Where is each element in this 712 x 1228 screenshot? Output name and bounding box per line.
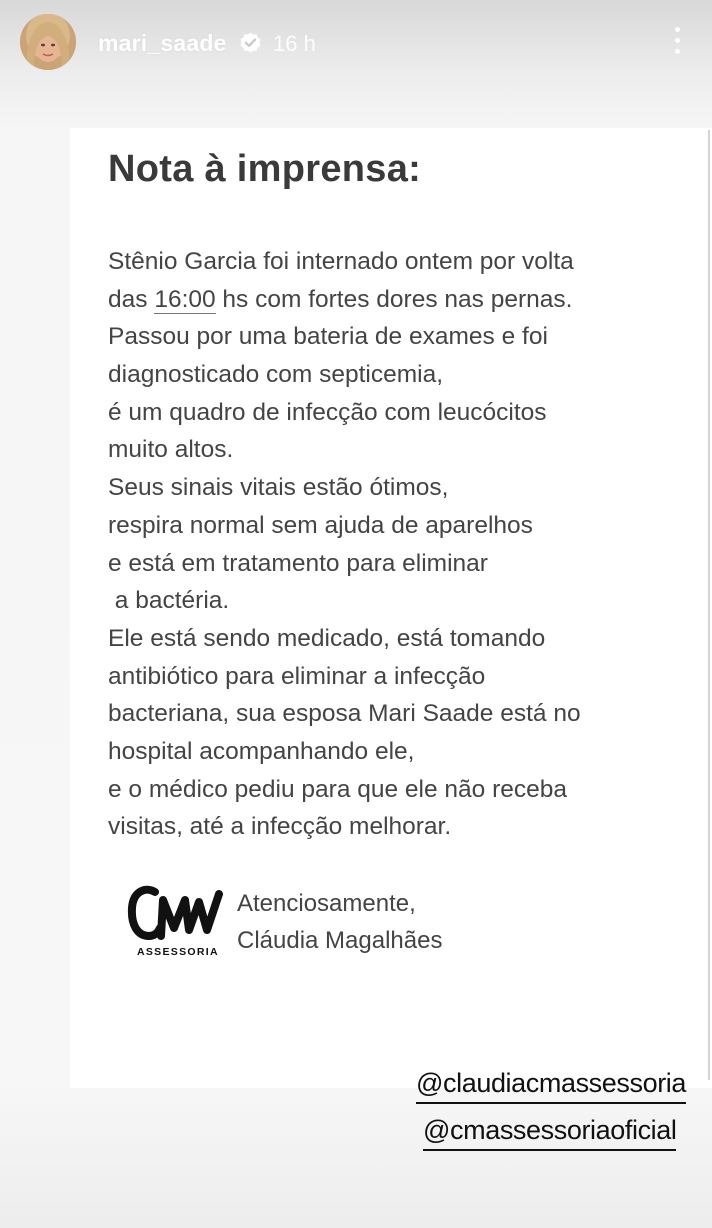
note-line: bacteriana, sua esposa Mari Saade está no: [108, 700, 581, 728]
note-line: respira normal sem ajuda de aparelhos: [108, 511, 533, 539]
note-body: [108, 243, 668, 846]
card-edge: [708, 130, 710, 1080]
note-line: visitas, até a infecção melhorar.: [108, 813, 452, 841]
note-line: e está em tratamento para eliminar: [108, 549, 488, 577]
mention-sticker-cmassessoriaoficial[interactable]: @cmassessoriaoficial: [423, 1115, 677, 1145]
note-line: das 16:00 hs com fortes dores nas pernas.: [108, 285, 573, 313]
story-timestamp: 16 h: [273, 31, 316, 56]
note-line: Seus sinais vitais estão ótimos,: [108, 474, 449, 502]
signature-name: Cláudia Magalhães: [237, 927, 443, 954]
avatar[interactable]: [20, 14, 76, 70]
note-title: Nota à imprensa:: [108, 148, 422, 190]
note-line: diagnosticado com septicemia,: [108, 361, 444, 389]
signature-block: [237, 885, 442, 959]
note-line: Passou por uma bateria de exames e foi: [108, 323, 548, 351]
username[interactable]: mari_saade: [98, 30, 227, 56]
note-line: Stênio Garcia foi internado ontem por volta: [108, 248, 574, 275]
closing-text: Atenciosamente,: [237, 890, 416, 917]
story-header: [0, 0, 712, 86]
note-line: hospital acompanhando ele,: [108, 737, 415, 765]
more-options-icon[interactable]: [666, 24, 690, 58]
note-line: e o médico pediu para que ele não receba: [108, 775, 568, 803]
note-line: a bactéria.: [108, 587, 230, 615]
note-line: antibiótico para eliminar a infecção: [108, 662, 486, 690]
time-link[interactable]: 16:00: [154, 285, 216, 313]
mention-sticker-claudiacmassessoria[interactable]: @claudiacmassessoria: [416, 1068, 687, 1098]
note-line: muito altos.: [108, 436, 234, 464]
logo-subtitle: ASSESSORIA: [137, 946, 219, 958]
note-line: Ele está sendo medicado, está tomando: [108, 624, 546, 652]
note-line: é um quadro de infecção com leucócitos: [108, 398, 547, 426]
verified-badge-icon: [238, 31, 263, 56]
